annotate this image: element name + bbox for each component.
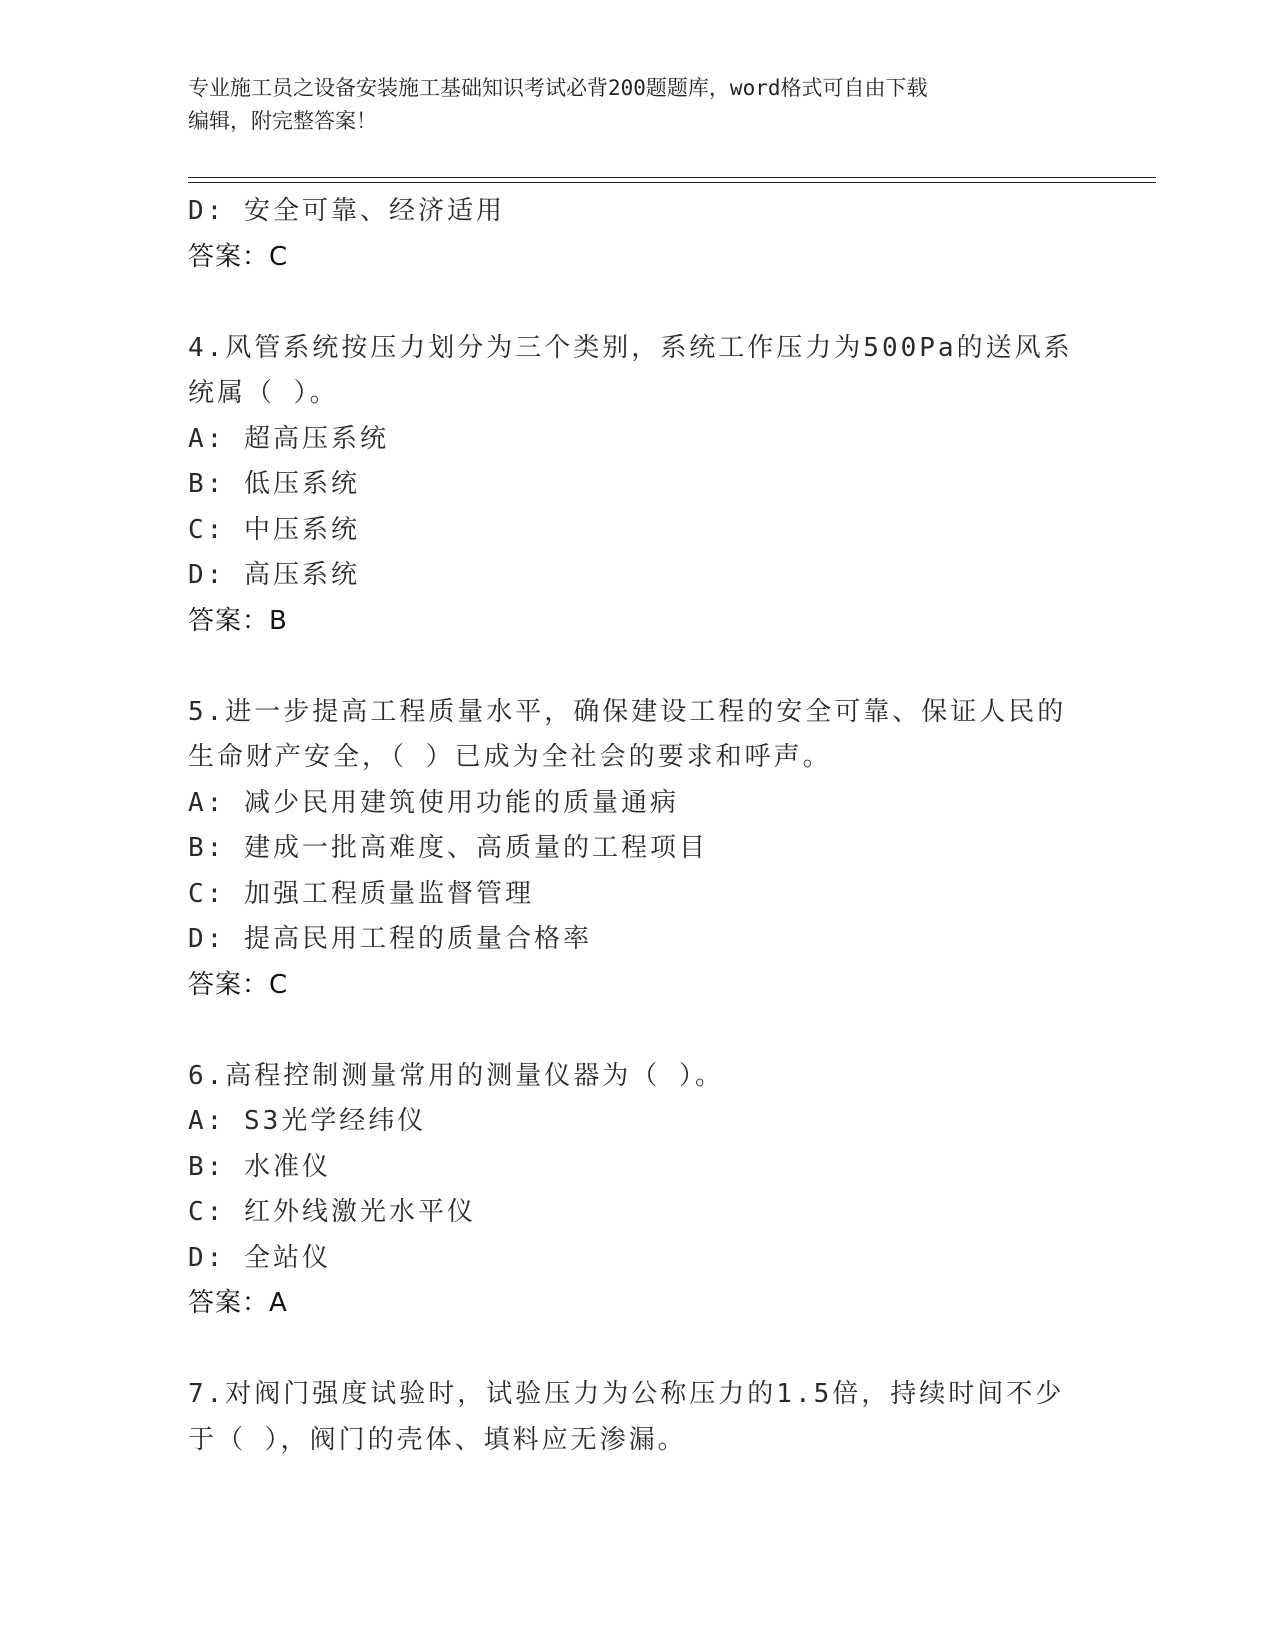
question-5 xyxy=(188,690,1158,1009)
question-stem: 7.对阀门强度试验时，试验压力为公称压力的1.5倍，持续时间不少 xyxy=(188,1379,1065,1409)
option-b: B: 水准仪 xyxy=(188,1151,331,1182)
header-title-line-1: 专业施工员之设备安装施工基础知识考试必背200题题库，word格式可自由下载 xyxy=(188,76,928,100)
question-3-tail xyxy=(188,189,1158,280)
option-d: D: 安全可靠、经济适用 xyxy=(188,196,505,226)
option-d: D: 全站仪 xyxy=(188,1242,331,1273)
question-stem: 统属（ ）。 xyxy=(188,378,339,408)
question-6 xyxy=(188,1054,1158,1327)
answer-label: 答案：C xyxy=(188,241,289,272)
spacer xyxy=(188,280,1158,326)
spacer xyxy=(188,1327,1158,1373)
header-title-line-2: 编辑，附完整答案！ xyxy=(188,109,377,133)
option-a: A: S3光学经纬仪 xyxy=(188,1106,427,1136)
option-a: A: 超高压系统 xyxy=(188,423,389,454)
question-list xyxy=(188,189,1158,1463)
question-stem: 6.高程控制测量常用的测量仪器为（ ）。 xyxy=(188,1060,724,1091)
question-stem: 生命财产安全，（ ）已成为全社会的要求和呼声。 xyxy=(188,742,832,772)
question-stem: 4.风管系统按压力划分为三个类别，系统工作压力为500Pa的送风系 xyxy=(188,332,1073,363)
question-stem: 于（ ），阀门的壳体、填料应无渗漏。 xyxy=(188,1424,687,1455)
option-c: C: 加强工程质量监督管理 xyxy=(188,878,534,909)
header-divider-bottom xyxy=(188,182,1156,183)
option-d: D: 提高民用工程的质量合格率 xyxy=(188,924,592,954)
question-7 xyxy=(188,1372,1158,1463)
option-b: B: 低压系统 xyxy=(188,469,360,499)
answer-label: 答案：C xyxy=(188,969,289,1000)
option-b: B: 建成一批高难度、高质量的工程项目 xyxy=(188,833,708,863)
spacer xyxy=(188,644,1158,690)
question-4 xyxy=(188,326,1158,645)
spacer xyxy=(188,1008,1158,1054)
option-c: C: 红外线激光水平仪 xyxy=(188,1197,476,1227)
option-d: D: 高压系统 xyxy=(188,560,360,590)
answer-label: 答案：B xyxy=(188,605,288,636)
option-c: C: 中压系统 xyxy=(188,514,360,545)
answer-label: 答案：A xyxy=(188,1288,288,1318)
header-divider-top xyxy=(188,177,1156,178)
document-header xyxy=(188,72,1088,138)
option-a: A: 减少民用建筑使用功能的质量通病 xyxy=(188,787,679,818)
question-stem: 5.进一步提高工程质量水平，确保建设工程的安全可靠、保证人民的 xyxy=(188,696,1067,727)
